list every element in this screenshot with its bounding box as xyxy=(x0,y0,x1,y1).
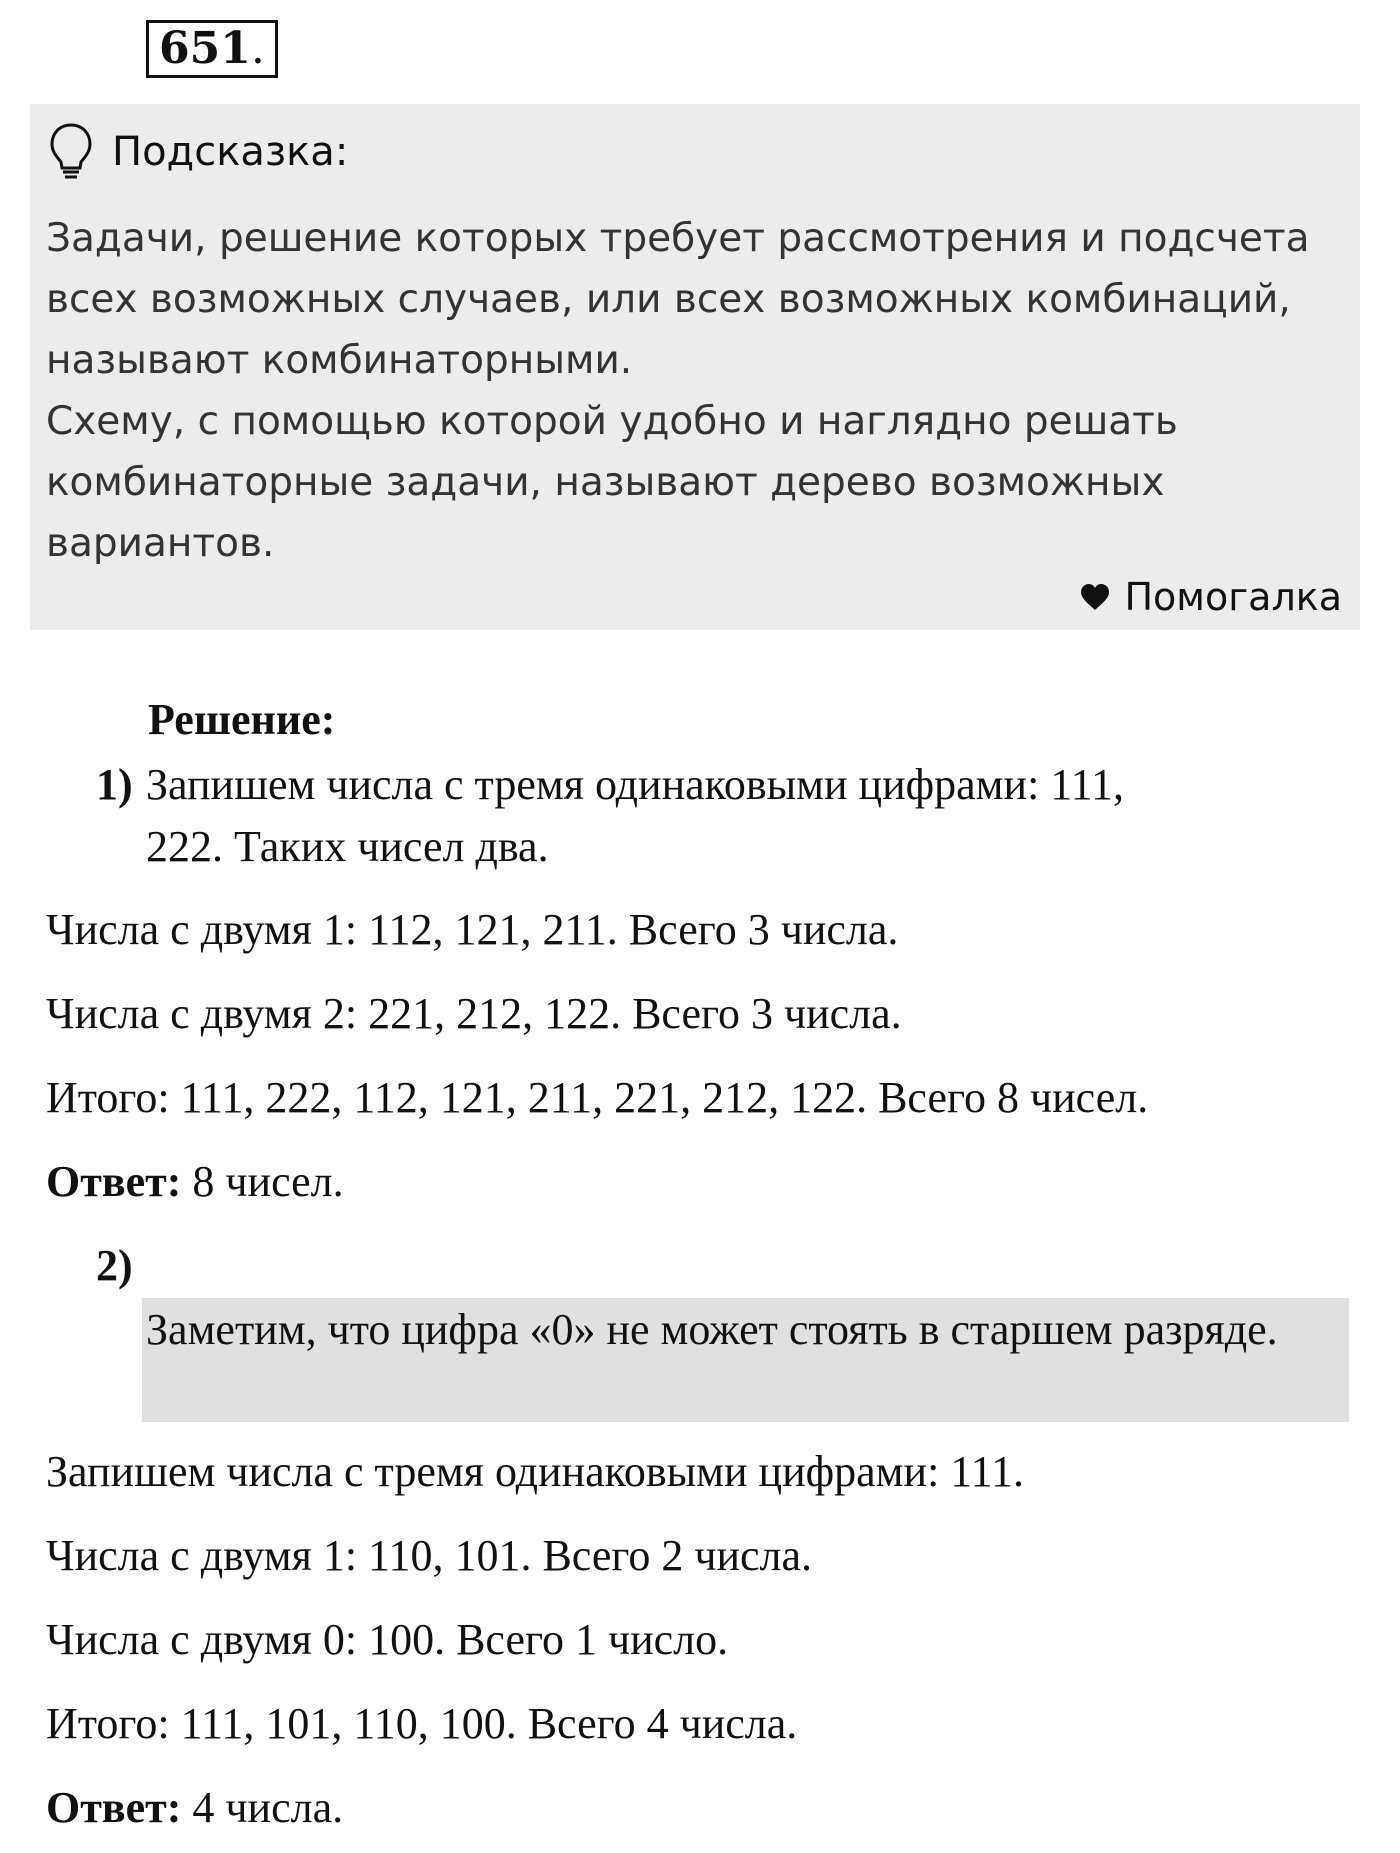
hint-paragraph: Схему, с помощью которой удобно и наглядно решать комбинаторные задачи, называют дерево возможных вариантов. xyxy=(46,399,1178,566)
part2-line: Числа с двумя 1: 110, 101. Всего 2 числа. xyxy=(46,1531,813,1580)
part1-line: Итого: 111, 222, 112, 121, 211, 221, 212, 122. Всего 8 чисел. xyxy=(46,1073,1149,1122)
hint-header xyxy=(48,122,348,182)
part2-answer xyxy=(46,1778,343,1838)
part2-line: Итого: 111, 101, 110, 100. Всего 4 числа. xyxy=(46,1699,798,1748)
answer-label: Ответ: xyxy=(46,1783,182,1832)
hint-source: Помогалка xyxy=(1124,575,1342,619)
part2-line: Запишем числа с тремя одинаковыми цифрами: 111. xyxy=(46,1447,1025,1496)
part2-note: Заметим, что цифра «0» не может стоять в старшем разряде. xyxy=(146,1305,1278,1354)
hint-title: Подсказка: xyxy=(112,129,349,175)
heart-icon xyxy=(1080,583,1110,611)
part1-label: 1) xyxy=(96,760,133,809)
part1-line: Числа с двумя 1: 112, 121, 211. Всего 3 числа. xyxy=(46,905,899,954)
hint-paragraph: Задачи, решение которых требует рассмотрения и подсчета всех возможных случаев, или всех возможных комбинаций, называют комбинаторными. xyxy=(46,216,1310,383)
part2-line: Числа с двумя 0: 100. Всего 1 число. xyxy=(46,1615,729,1664)
answer-label: Ответ: xyxy=(46,1157,182,1206)
answer-text: 8 чисел. xyxy=(181,1157,344,1206)
solution-heading: Решение: xyxy=(148,695,336,744)
hint-footer xyxy=(1080,572,1342,622)
part1-line: Числа с двумя 2: 221, 212, 122. Всего 3 числа. xyxy=(46,989,902,1038)
part1-answer xyxy=(46,1152,344,1212)
part1-line: 222. Таких чисел два. xyxy=(146,822,549,871)
problem-number: 651. xyxy=(146,20,278,78)
answer-text: 4 числа. xyxy=(181,1783,344,1832)
hint-box xyxy=(30,104,1360,630)
hint-text xyxy=(46,208,1346,574)
part1-line: Запишем числа с тремя одинаковыми цифрами: 111, xyxy=(146,760,1125,809)
problem-number-text: 651 xyxy=(159,23,251,74)
part2-label: 2) xyxy=(96,1241,133,1290)
lightbulb-icon xyxy=(48,122,94,182)
